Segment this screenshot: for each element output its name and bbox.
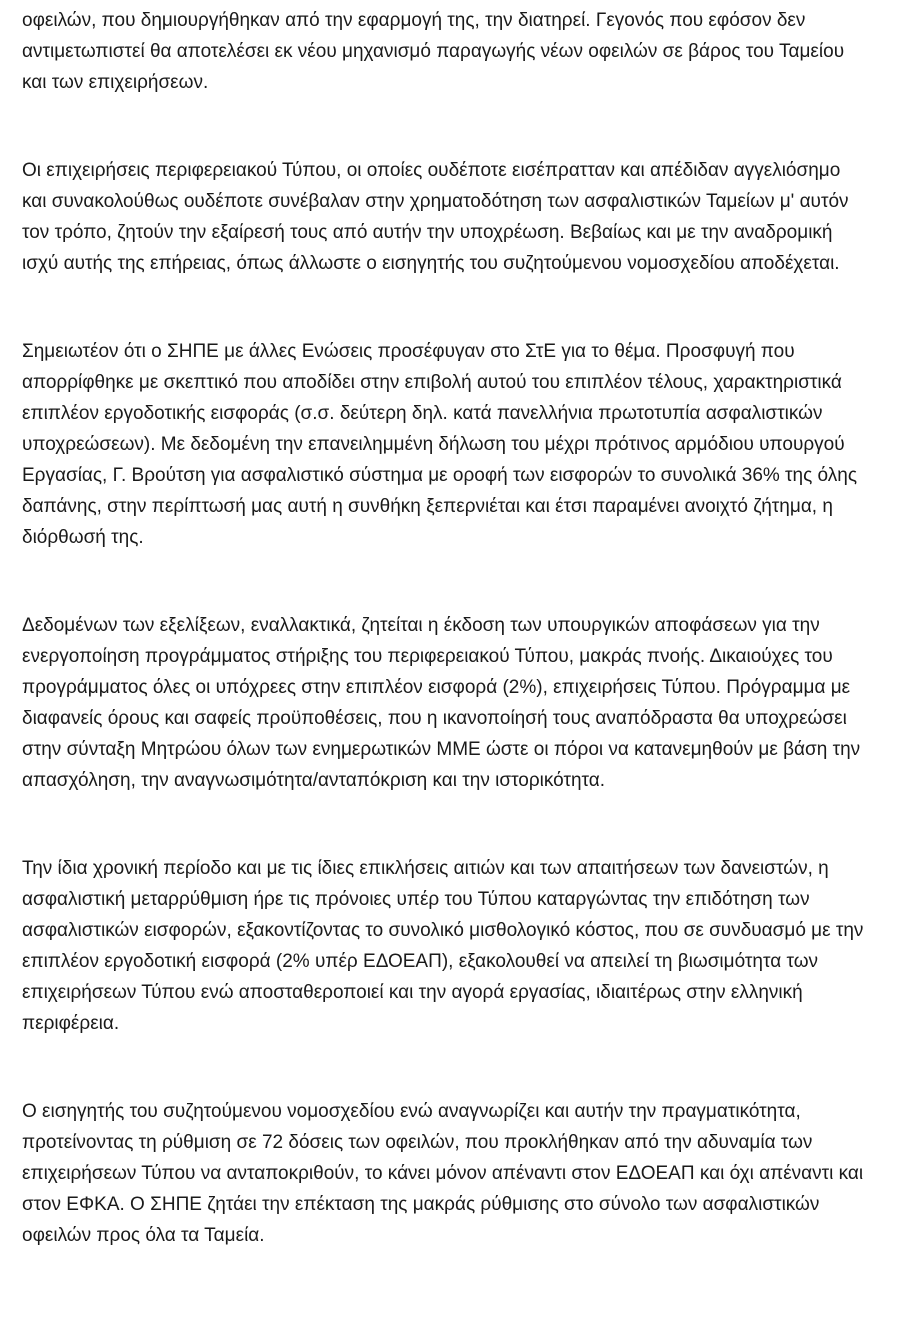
article-paragraph: Οι επιχειρήσεις περιφερειακού Τύπου, οι οποίες ουδέποτε εισέπρατταν και απέδιδαν αγγελιόσημο και συνακολούθως ουδέποτε συνέβαλαν στην χρηματοδότηση των ασφαλιστικών Ταμείων μ' αυτόν τον τρόπο, ζητούν την εξαίρεσή τους από αυτήν την υποχρέωση. Βεβαίως και με την αναδρομική ισχύ αυτής της επήρειας, όπως άλλωστε ο εισηγητής του συζητούμενου νομοσχεδίου αποδέχεται. xyxy=(22,160,849,274)
article-paragraph: Την ίδια χρονική περίοδο και με τις ίδιες επικλήσεις αιτιών και των απαιτήσεων των δανειστών, η ασφαλιστική μεταρρύθμιση ήρε τις πρόνοιες υπέρ του Τύπου καταργώντας την επιδότηση των ασφαλιστικών εισφορών, εξακοντίζοντας το συνολικό μισθολογικό κόστος, που σε συνδυασμό με την επιπλέον εργοδοτική εισφορά (2% υπέρ ΕΔΟΕΑΠ), εξακολουθεί να απειλεί τη βιωσιμότητα των επιχειρήσεων Τύπου ενώ αποσταθεροποιεί και την αγορά εργασίας, ιδιαιτέρως στην ελληνική περιφέρεια. xyxy=(22,858,864,1034)
article-paragraph: Δεδομένων των εξελίξεων, εναλλακτικά, ζητείται η έκδοση των υπουργικών αποφάσεων για την ενεργοποίηση προγράμματος στήριξης του περιφερειακού Τύπου, μακράς πνοής. Δικαιούχες του προγράμματος όλες οι υπόχρεες στην επιπλέον εισφορά (2%), επιχειρήσεις Τύπου. Πρόγραμμα με διαφανείς όρους και σαφείς προϋποθέσεις, που η ικανοποίησή τους αναπόδραστα θα υποχρεώσει στην σύνταξη Μητρώου όλων των ενημερωτικών ΜΜΕ ώστε οι πόροι να κατανεμηθούν με βάση την απασχόληση, την αναγνωσιμότητα/ανταπόκριση και την ιστορικότητα. xyxy=(22,615,861,791)
article-paragraph: Σημειωτέον ότι ο ΣΗΠΕ με άλλες Ενώσεις προσέφυγαν στο ΣτΕ για το θέμα. Προσφυγή που απορρίφθηκε με σκεπτικό που αποδίδει στην επιβολή αυτού του επιπλέον τέλους, χαρακτηριστικά επιπλέον εργοδοτικής εισφοράς (σ.σ. δεύτερη δηλ. κατά πανελλήνια πρωτοτυπία ασφαλιστικών υποχρεώσεων). Με δεδομένη την επανειλημμένη δήλωση του μέχρι πρότινος αρμόδιου υπουργού Εργασίας, Γ. Βρούτση για ασφαλιστικό σύστημα με οροφή των εισφορών το συνολικά 36% της όλης δαπάνης, στην περίπτωσή μας αυτή η συνθήκη ξεπερνιέται και έτσι παραμένει ανοιχτό ζήτημα, η διόρθωσή της. xyxy=(22,341,857,548)
article-paragraph: οφειλών, που δημιουργήθηκαν από την εφαρμογή της, την διατηρεί. Γεγονός που εφόσον δεν αντιμετωπιστεί θα αποτελέσει εκ νέου μηχανισμό παραγωγής νέων οφειλών σε βάρος του Ταμείου και των επιχειρήσεων. xyxy=(22,10,845,93)
article-paragraph: Ο εισηγητής του συζητούμενου νομοσχεδίου ενώ αναγνωρίζει και αυτήν την πραγματικότητα, προτείνοντας τη ρύθμιση σε 72 δόσεις των οφειλών, που προκλήθηκαν από την αδυναμία των επιχειρήσεων Τύπου να ανταποκριθούν, το κάνει μόνον απέναντι στον ΕΔΟΕΑΠ και όχι απέναντι και στον ΕΦΚΑ. Ο ΣΗΠΕ ζητάει την επέκταση της μακράς ρύθμισης στο σύνολο των ασφαλιστικών οφειλών προς όλα τα Ταμεία. xyxy=(22,1101,864,1246)
